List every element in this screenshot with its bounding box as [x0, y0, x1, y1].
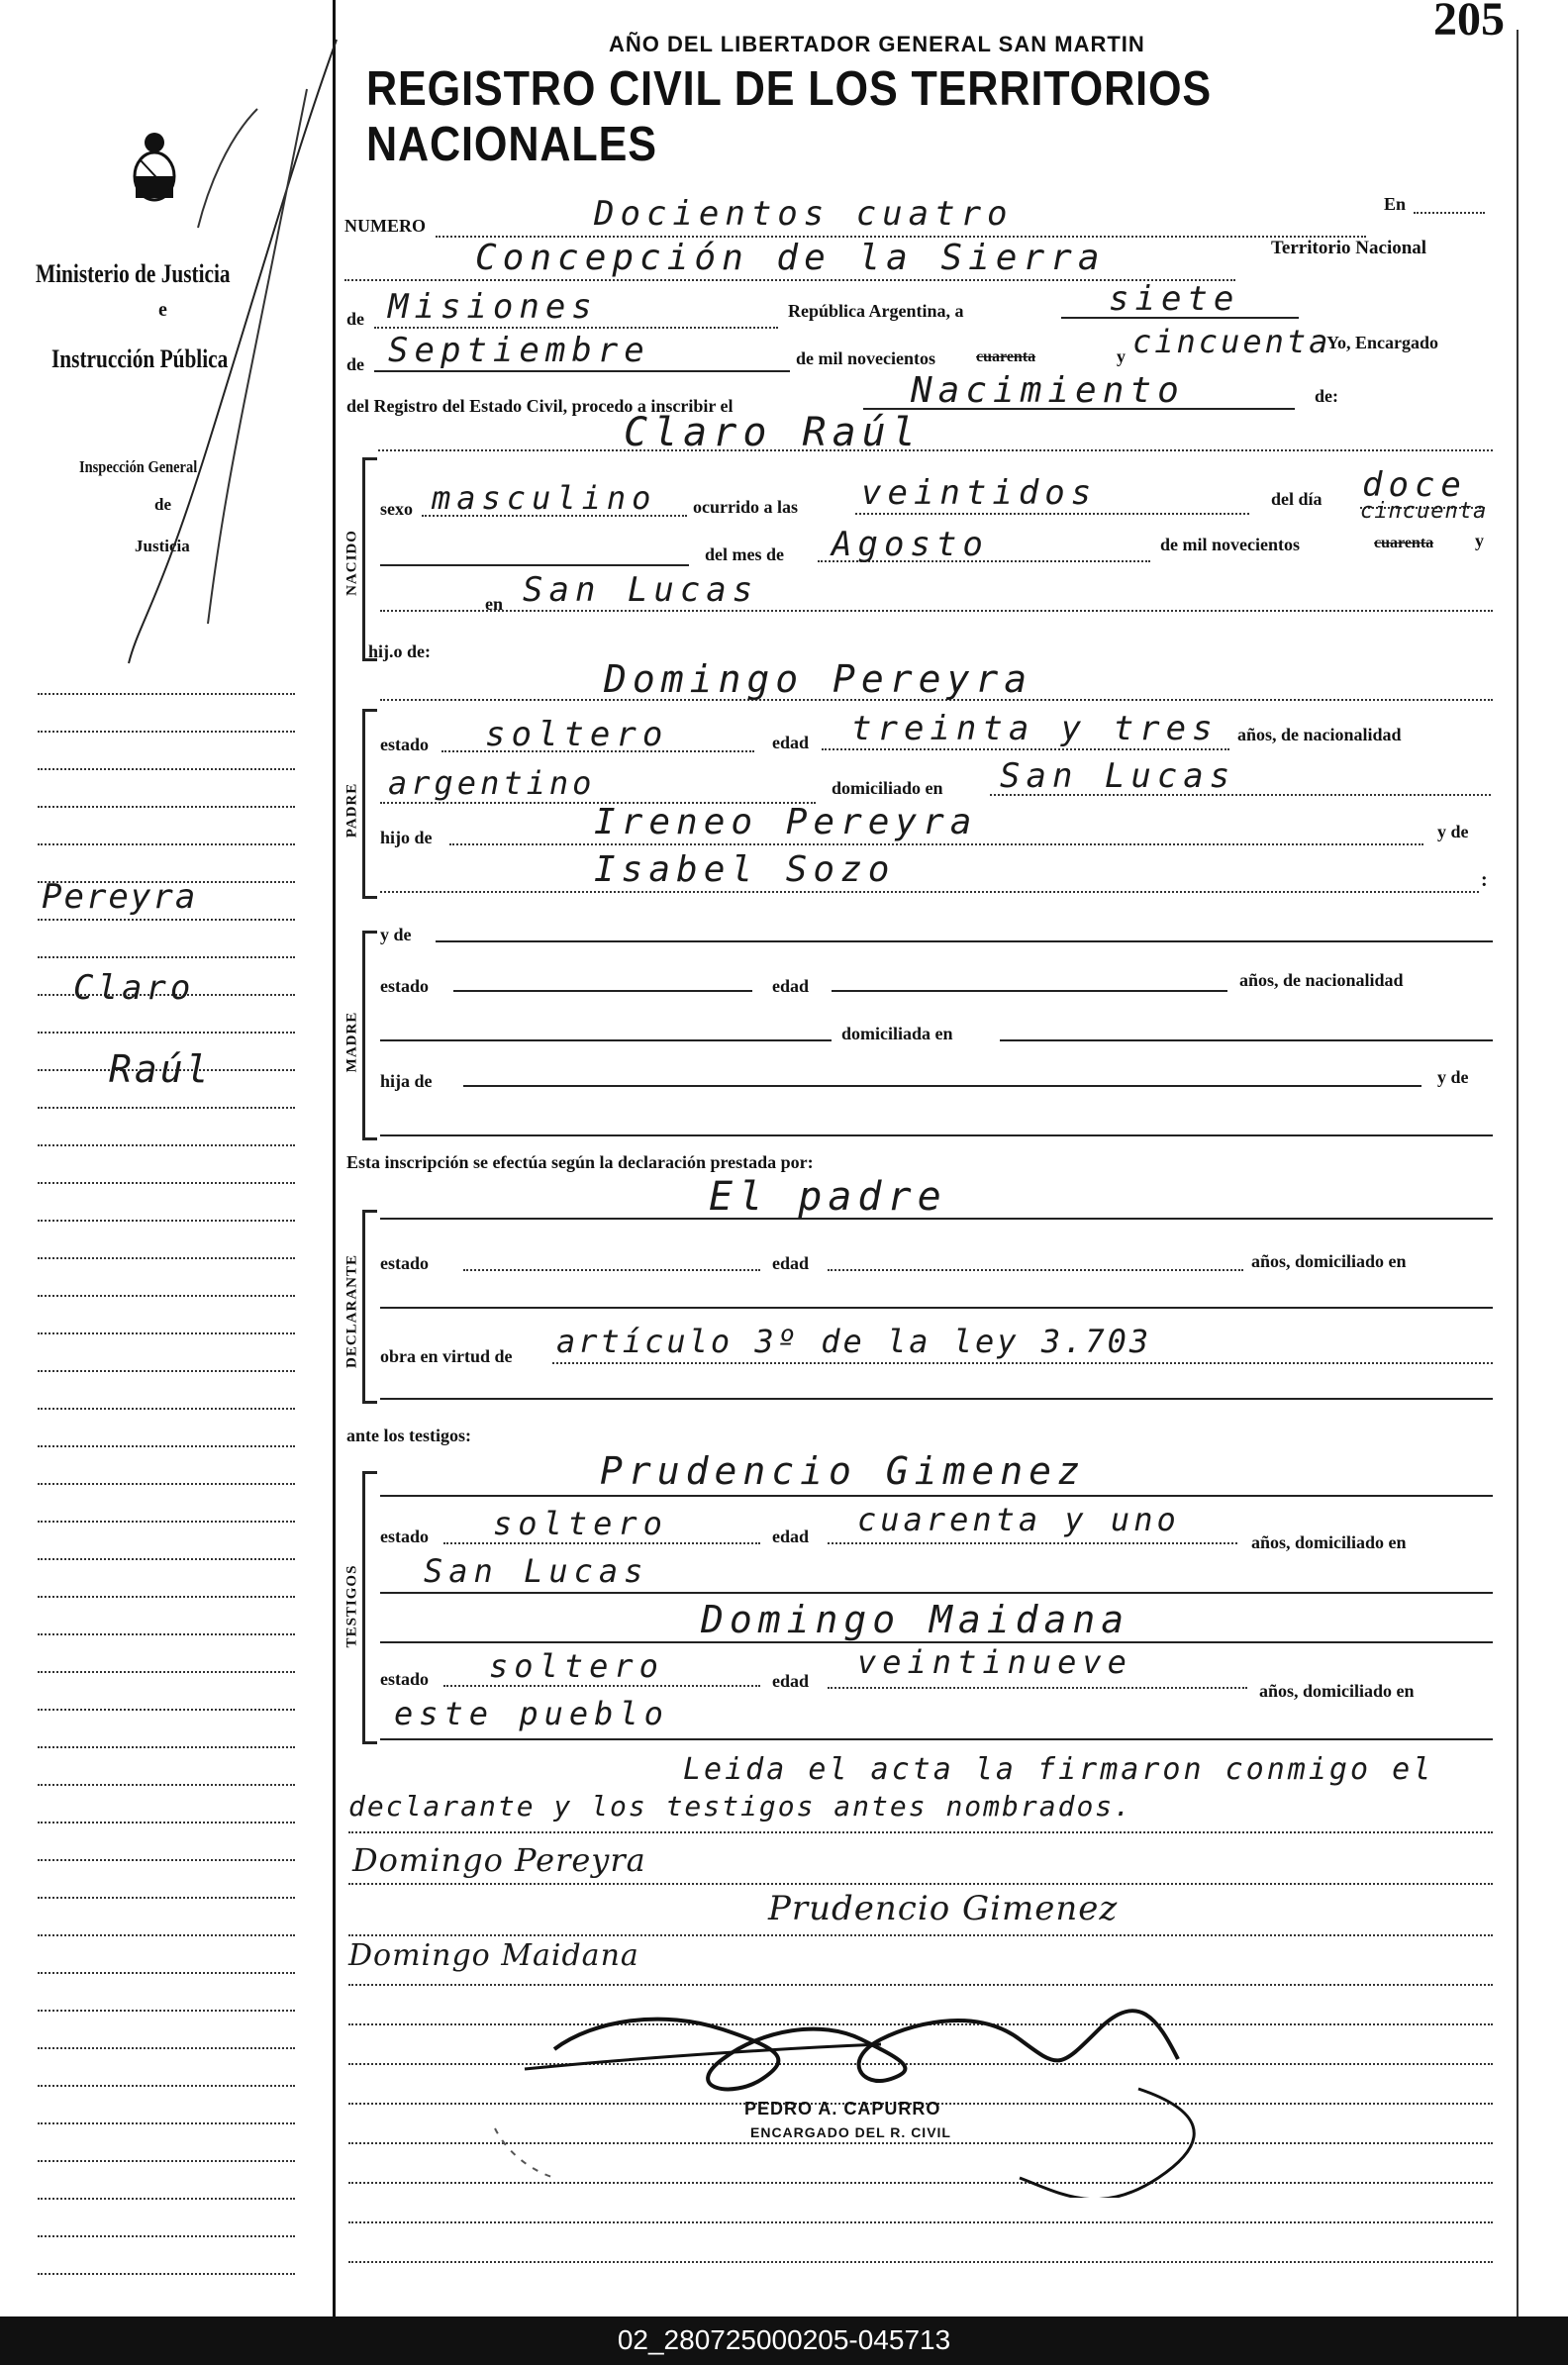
inspection-line3: Justicia	[135, 537, 190, 555]
right-edge-line	[1517, 30, 1519, 2316]
yo-label: Yo, Encargado	[1326, 333, 1439, 352]
madre-y-de-label-2: y de	[1437, 1067, 1469, 1087]
padre-label: PADRE	[343, 782, 360, 838]
t2-estado-label: estado	[380, 1669, 429, 1689]
signature-declarante: Domingo Pereyra	[352, 1841, 646, 1879]
signature-testigo2: Domingo Maidana	[348, 1938, 639, 1973]
padre-estado-value: soltero	[485, 715, 669, 754]
signature-testigo1: Prudencio Gimenez	[768, 1889, 1119, 1928]
en-label-2: en	[485, 594, 503, 614]
nacido-label: NACIDO	[343, 530, 360, 596]
page-title: REGISTRO CIVIL DE LOS TERRITORIOS NACIONALES	[366, 62, 1213, 171]
padre-hijo-label: hijo de	[380, 828, 433, 847]
de-label-2: de	[346, 354, 364, 374]
closing-line2: declarante y los testigos antes nombrados.	[348, 1790, 1133, 1823]
territory-value: Misiones	[388, 287, 598, 327]
padre-de-padre: Ireneo Pereyra	[594, 802, 978, 842]
declarante-anos-label: años, domiciliado en	[1251, 1251, 1407, 1271]
numero-value: Docientos cuatro	[594, 194, 1014, 234]
madre-bracket	[362, 931, 377, 1140]
t1-domicilio: San Lucas	[424, 1552, 649, 1590]
republica-label: República Argentina, a	[788, 301, 964, 321]
declarante-label: DECLARANTE	[343, 1254, 360, 1369]
sidebar-pen-strokes	[59, 30, 346, 673]
margin-surname: Pereyra	[42, 877, 198, 917]
padre-edad-value: treinta y tres	[851, 709, 1219, 748]
t1-estado: soltero	[493, 1505, 668, 1542]
page-number: 205	[1433, 0, 1505, 46]
declarante-intro: Esta inscripción se efectúa según la declaración prestada por:	[346, 1152, 814, 1172]
declarante-edad-label: edad	[772, 1253, 810, 1273]
footer-bar	[0, 2316, 1568, 2365]
testigo2-name: Domingo Maidana	[701, 1598, 1130, 1641]
padre-name: Domingo Pereyra	[604, 657, 1033, 701]
t2-domicilio: este pueblo	[394, 1695, 669, 1732]
cuarenta-struck-2: cuarenta	[1374, 535, 1434, 551]
footer-image-id: 02_280725000205-045713	[617, 2324, 951, 2355]
nacido-name: Claro Raúl	[624, 410, 922, 455]
testigos-label: TESTIGOS	[343, 1564, 360, 1648]
mes-label: del mes de	[705, 544, 784, 564]
padre-colon: :	[1481, 869, 1488, 891]
sexo-value: masculino	[432, 479, 657, 517]
ministry-line3: Instrucción Pública	[51, 345, 229, 373]
obra-value: artículo 3º de la ley 3.703	[556, 1323, 1152, 1360]
madre-edad-label: edad	[772, 976, 810, 996]
padre-domiciliado-label: domiciliado en	[832, 778, 943, 798]
madre-domiciliada-label: domiciliada en	[841, 1024, 953, 1043]
padre-nacionalidad: argentino	[388, 764, 596, 802]
year-value-1: cincuenta	[1132, 323, 1331, 360]
sexo-label: sexo	[380, 499, 413, 519]
madre-estado-label: estado	[380, 976, 429, 996]
padre-bracket	[362, 709, 377, 899]
y-label-1: y	[1117, 346, 1126, 366]
closing-line1: Leida el acta la firmaron conmigo el	[683, 1752, 1434, 1787]
declarante-bracket	[362, 1210, 377, 1404]
place-value: Concepción de la Sierra	[475, 238, 1106, 278]
ministry-line1: Ministerio de Justicia	[36, 259, 231, 288]
madre-anos-label: años, de nacionalidad	[1239, 970, 1404, 990]
testigos-bracket	[362, 1471, 377, 1744]
t1-estado-label: estado	[380, 1527, 429, 1546]
en-label: En	[1384, 194, 1407, 214]
testigos-intro: ante los testigos:	[346, 1426, 471, 1445]
dia-value: doce	[1362, 465, 1467, 505]
t2-estado: soltero	[489, 1647, 664, 1685]
testigo1-name: Prudencio Gimenez	[600, 1449, 1086, 1493]
padre-domicilio: San Lucas	[1000, 756, 1236, 796]
official-signature	[465, 1970, 1277, 2198]
de-label-1: de	[346, 309, 364, 329]
declarante-name: El padre	[709, 1174, 947, 1220]
inspection-line2: de	[154, 495, 171, 514]
obra-label: obra en virtud de	[380, 1346, 513, 1366]
cuarenta-struck-1: cuarenta	[976, 348, 1036, 365]
mes-value: Agosto	[832, 525, 989, 564]
padre-y-de-label: y de	[1437, 822, 1469, 841]
territorio-label: Territorio Nacional	[1271, 238, 1427, 258]
registro-label: del Registro del Estado Civil, procedo a inscribir el	[346, 396, 734, 416]
dia-label: del día	[1271, 489, 1323, 509]
margin-name1: Claro	[73, 968, 195, 1008]
y-label-2: y	[1475, 531, 1484, 550]
inspection-line1: Inspección General	[79, 457, 198, 476]
ocurrido-label: ocurrido a las	[693, 497, 798, 517]
declarante-estado-label: estado	[380, 1253, 429, 1273]
mil-label-2: de mil novecientos	[1160, 535, 1300, 554]
t1-edad-label: edad	[772, 1527, 810, 1546]
padre-estado-label: estado	[380, 735, 429, 754]
nacido-bracket	[362, 457, 377, 661]
stamp-title: ENCARGADO DEL R. CIVIL	[750, 2124, 951, 2140]
padre-edad-label: edad	[772, 733, 810, 752]
t2-edad: veintinueve	[857, 1643, 1132, 1681]
day-value: siete	[1109, 279, 1240, 319]
inscribir-value: Nacimiento	[911, 370, 1185, 411]
madre-de-padre: Isabel Sozo	[594, 849, 896, 890]
madre-hija-label: hija de	[380, 1071, 433, 1091]
margin-name2: Raúl	[109, 1047, 212, 1091]
mil-label-1: de mil novecientos	[796, 348, 935, 368]
stamp-name: PEDRO A. CAPURRO	[744, 2099, 941, 2119]
t1-edad: cuarenta y uno	[857, 1501, 1180, 1538]
madre-y-de-label: y de	[380, 925, 412, 944]
year-value-2: cincuenta	[1360, 499, 1488, 524]
month-value: Septiembre	[388, 331, 650, 370]
madre-label: MADRE	[343, 1011, 360, 1073]
hijo-label: hij.o de:	[368, 641, 431, 661]
lugar-value: San Lucas	[523, 570, 759, 610]
de-colon-label: de:	[1315, 386, 1338, 406]
t1-anos-label: años, domiciliado en	[1251, 1532, 1407, 1552]
t2-edad-label: edad	[772, 1671, 810, 1691]
padre-anos-label: años, de nacionalidad	[1237, 725, 1402, 744]
numero-label: NUMERO	[344, 216, 426, 236]
ministry-line2: e	[158, 299, 167, 321]
year-motto: AÑO DEL LIBERTADOR GENERAL SAN MARTIN	[609, 32, 1145, 56]
hora-value: veintidos	[861, 473, 1098, 513]
t2-anos-label: años, domiciliado en	[1259, 1681, 1415, 1701]
